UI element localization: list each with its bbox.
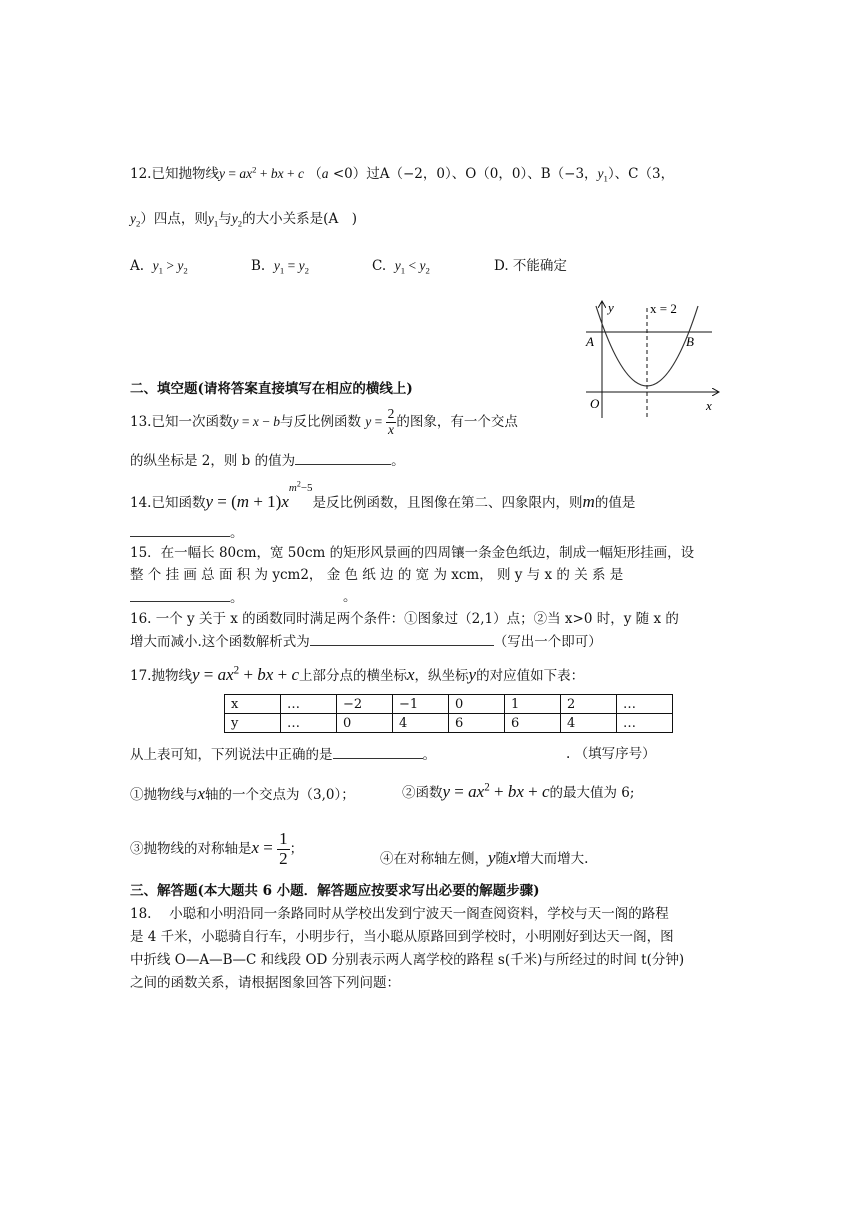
q12-opt-b-y2: y: [298, 258, 305, 273]
q17-eq-bx: bx: [257, 665, 274, 684]
q12-cmp-yu: 与: [218, 211, 232, 227]
q17-value-table: [224, 694, 673, 733]
q17-s2-a: ②函数: [402, 785, 443, 801]
q12-option-a-label: A.: [130, 258, 145, 274]
figure-line-label: x = 2: [650, 301, 677, 316]
q13-eq2-y: y: [365, 414, 372, 429]
q13-eq1-minus: −: [258, 414, 274, 429]
q14-answer-blank[interactable]: [130, 524, 230, 537]
table-cell: 0: [449, 695, 505, 714]
table-row: [225, 695, 673, 714]
q16-line2: [130, 633, 602, 650]
table-cell: −1: [393, 695, 449, 714]
q18-line2: 是 4 千米，小聪骑自行车，小明步行，当小聪从原路回到学校时，小明刚好到达天一阁，图: [130, 929, 674, 945]
q17-ask-a: 从上表可知，下列说法中正确的是: [130, 747, 333, 763]
table-row: [225, 714, 673, 733]
q17-s2-plus1: +: [489, 782, 508, 801]
q17-s4-x: x: [509, 848, 517, 867]
q15-line1: 15．在一幅长 80cm，宽 50cm 的矩形风景画的四周镶一条金色纸边，制成一幅矩形挂画，设: [130, 545, 695, 561]
figure-b-label: B: [686, 334, 694, 349]
q17-text-c: ，纵坐标: [414, 668, 469, 684]
q12-eq-eq: =: [224, 166, 240, 181]
q17-s3-eq: =: [259, 838, 278, 857]
q12-opt-c-y2: y: [419, 258, 426, 273]
q12-opt-a-s2: 2: [183, 265, 188, 276]
table-cell: y: [225, 714, 281, 733]
q12-line2: [130, 211, 357, 227]
q17-ask-hint: . （填写序号）: [566, 746, 656, 762]
q17-s4-b: 随: [495, 851, 510, 867]
q17-eq-plus2: +: [273, 665, 292, 684]
q17-s3-x: x: [251, 838, 260, 857]
table-cell: 4: [393, 714, 449, 733]
table-cell: …: [617, 714, 673, 733]
table-cell: −2: [337, 695, 393, 714]
q17-s2-bx: bx: [507, 782, 524, 801]
q12-y2: y: [130, 211, 136, 226]
q14-line2: [130, 524, 244, 541]
q13-eq2-eq: =: [371, 414, 386, 429]
q13-end: 。: [391, 453, 405, 469]
q12-option-a: [130, 258, 188, 274]
q17-s1-a: ①抛物线与: [130, 787, 198, 803]
q14-eq-x: x: [281, 492, 289, 511]
q17-s1-b: 轴的一个交点为（3,0）；: [205, 787, 355, 803]
q14-text-a: 14.已知函数: [130, 495, 206, 511]
q12-cond-text: <0）过A（−2，0）、O（0，0）、B（−3，: [328, 166, 598, 182]
q13-text-b: 与反比例函数: [279, 414, 361, 430]
q14-exponent: [289, 481, 313, 494]
q18-line4: 之间的函数关系，请根据图象回答下列问题：: [130, 975, 400, 991]
q12-opt-c-op: <: [405, 258, 420, 273]
q17-answer-blank[interactable]: [333, 746, 423, 759]
q12-opt-c-y1: y: [394, 258, 401, 273]
q12-y2-sub: 2: [136, 218, 141, 229]
q12-opt-b-y1: y: [273, 258, 280, 273]
q17-s2-b: 的最大值为 6;: [549, 785, 635, 801]
q12-cmp-y1: y: [207, 211, 214, 226]
q13-line1: [130, 402, 518, 442]
q17-eq-y: y: [191, 665, 200, 684]
q17-y: y: [468, 665, 477, 684]
q12-cmp-y2: y: [231, 211, 238, 226]
q13-eq1-y: y: [232, 414, 239, 429]
q12-opt-a-s1: 1: [158, 265, 164, 276]
q17-ask: [130, 746, 436, 763]
q12-number: 12.已知抛物线: [130, 166, 219, 182]
q15-end1: 。: [230, 590, 244, 606]
q17-s3-b: ；: [289, 841, 304, 857]
q17-s4-a: ④在对称轴左侧，: [380, 851, 488, 867]
q12-line1: [130, 166, 674, 182]
q12-opt-c-s2: 2: [425, 265, 430, 276]
q17-s2-equation: [443, 782, 550, 802]
q12-eq-c: c: [298, 166, 304, 181]
q17-s2-y: y: [442, 782, 451, 801]
q12-eq-ax: ax: [239, 166, 253, 181]
q14-exp-m: m: [288, 482, 297, 495]
table-cell: x: [225, 695, 281, 714]
q13-frac-num: 2: [387, 406, 395, 422]
q16-line1: 16. 一个 y 关于 x 的函数同时满足两个条件：①图象过（2,1）点；②当 x>0 时，y 随 x 的: [130, 611, 679, 627]
q15-answer-blank[interactable]: [130, 589, 230, 602]
q12-option-b: [251, 258, 309, 274]
q17-s3-num: 1: [279, 829, 288, 849]
q17-statement-3: [130, 826, 303, 870]
q17-text-b: 上部分点的横坐标: [298, 668, 407, 684]
q17-s2-ax: ax: [468, 782, 485, 801]
q12-line2-a: ）四点，则: [140, 211, 208, 227]
section2-title: 二、填空题(请将答案直接填写在相应的横线上): [130, 381, 413, 397]
q14-text-b: 是反比例函数，且图像在第二、四象限内，则: [312, 495, 583, 511]
q14-line1: [130, 479, 636, 520]
q13-eq1-eq: =: [238, 414, 253, 429]
q12-cmp-s1: 1: [213, 218, 219, 229]
q14-eq-eq: =: [213, 492, 232, 511]
table-cell: …: [281, 714, 337, 733]
q17-statement-1: [130, 784, 355, 804]
q17-eq-exp: 2: [233, 664, 240, 677]
q17-s3-fraction: [277, 830, 290, 868]
q12-opt-b-s2: 2: [304, 265, 309, 276]
q14-equation: [205, 479, 313, 512]
figure-o-label: O: [590, 396, 600, 411]
q17-s3-den: 2: [279, 849, 288, 868]
q12-opt-a-op: >: [163, 258, 178, 273]
q17-text-d: 的对应值如下表：: [476, 668, 585, 684]
q12-opt-c-s1: 1: [400, 265, 406, 276]
figure-y-label: y: [608, 300, 614, 315]
q12-cmp-s2: 2: [237, 218, 243, 229]
q17-s2-eq: =: [450, 782, 469, 801]
q14-exp-2: 2: [296, 479, 301, 489]
q12-option-b-label: B.: [251, 258, 266, 274]
q14-eq-m: m: [236, 492, 250, 511]
q17-x: x: [406, 665, 415, 684]
q13-eq1-b: b: [273, 414, 280, 429]
q12-cond-open: （: [308, 166, 322, 182]
table-cell: 6: [449, 714, 505, 733]
q17-s4-c: 增大而增大.: [516, 851, 589, 867]
q14-eq-y: y: [205, 492, 214, 511]
q17-eq-ax: ax: [217, 665, 234, 684]
q18-line3: 中折线 O—A—B—C 和线段 OD 分别表示两人离学校的路程 s(千米)与所经过的时间 t(分钟): [130, 952, 685, 968]
q13-eq1-x: x: [252, 414, 259, 429]
parabola-figure: [580, 296, 730, 426]
q14-eq-plus: + 1): [249, 492, 282, 511]
q12-eq-plus1: +: [256, 166, 271, 181]
q14-text-c: 的值是: [594, 495, 636, 511]
q15-line2: 整 个 挂 画 总 面 积 为 ycm2， 金 色 纸 边 的 宽 为 xcm， 则 y 与 x 的 关 系 是: [130, 567, 624, 583]
q17-s1-x: x: [197, 784, 206, 803]
table-cell: 2: [561, 695, 617, 714]
q17-s4-y: y: [488, 848, 496, 867]
q12-mid: ）、C（3，: [607, 166, 675, 182]
q12-option-c-label: C.: [372, 258, 387, 274]
q13-answer-blank[interactable]: [295, 452, 391, 465]
q12-eq-exp: 2: [252, 164, 257, 175]
figure-a-label: A: [586, 334, 594, 349]
q14-eq-open: (: [231, 492, 237, 511]
q13-fraction: [386, 407, 397, 438]
q16-line2-b: （写出一个即可）: [493, 634, 602, 650]
q17-eq-c: c: [291, 665, 299, 684]
q16-line2-a: 增大而减小.这个函数解析式为: [130, 634, 310, 650]
table-cell: 1: [505, 695, 561, 714]
q14-exp-minus5: −5: [300, 482, 313, 495]
figure-x-label: x: [706, 398, 712, 413]
q12-opt-a-y1: y: [152, 258, 159, 273]
table-cell: …: [617, 695, 673, 714]
q12-cond-a: a: [321, 166, 329, 181]
q13-line2-text: 的纵坐标是 2，则 b 的值为: [130, 453, 296, 469]
table-cell: 6: [505, 714, 561, 733]
section3-title: 三、解答题(本大题共 6 小题．解答题应按要求写出必要的解题步骤): [130, 883, 540, 899]
q12-line2-b: 的大小关系是(A ): [242, 211, 357, 227]
q17-statement-2: [402, 782, 634, 802]
q14-end: 。: [230, 525, 244, 541]
q13-text-c: 的图象，有一个交点: [396, 414, 518, 430]
q17-eq-eq: =: [199, 665, 218, 684]
table-cell: 0: [337, 714, 393, 733]
q12-eq-bx: bx: [270, 166, 284, 181]
q17-s2-c: c: [541, 782, 550, 801]
q12-eq-plus2: +: [283, 166, 298, 181]
q12-option-c: [372, 258, 430, 274]
q12-y1-sub: 1: [603, 173, 608, 184]
q12-opt-a-y2: y: [177, 258, 184, 273]
q12-opt-b-op: =: [284, 258, 299, 273]
table-cell: 4: [561, 714, 617, 733]
q12-opt-b-s1: 1: [279, 265, 285, 276]
q17-eq-plus1: +: [239, 665, 258, 684]
q13-line2: [130, 452, 405, 469]
q17-s3-a: ③抛物线的对称轴是: [130, 841, 252, 857]
q17-line1: [130, 665, 584, 685]
q17-equation: [192, 665, 299, 685]
q12-option-d: D. 不能确定: [494, 258, 567, 274]
q12-eq-y: y: [218, 166, 225, 181]
q18-line1: 18. 小聪和小明沿同一条路同时从学校出发到宁波天一阁查阅资料，学校与天一阁的路程: [130, 906, 669, 922]
q15-end2: 。: [343, 589, 357, 605]
q14-m: m: [582, 492, 595, 511]
q17-statement-4: [380, 848, 588, 868]
q16-answer-blank[interactable]: [310, 633, 494, 646]
q15-line3: [130, 589, 244, 606]
q17-s2-exp: 2: [484, 781, 490, 794]
q13-frac-den: x: [388, 422, 395, 437]
table-cell: …: [281, 695, 337, 714]
q17-text-a: 17.抛物线: [130, 668, 192, 684]
q12-y1: y: [597, 166, 604, 181]
q13-text-a: 13.已知一次函数: [130, 414, 233, 430]
q17-s2-plus2: +: [523, 782, 542, 801]
q17-ask-b: 。: [422, 747, 436, 763]
